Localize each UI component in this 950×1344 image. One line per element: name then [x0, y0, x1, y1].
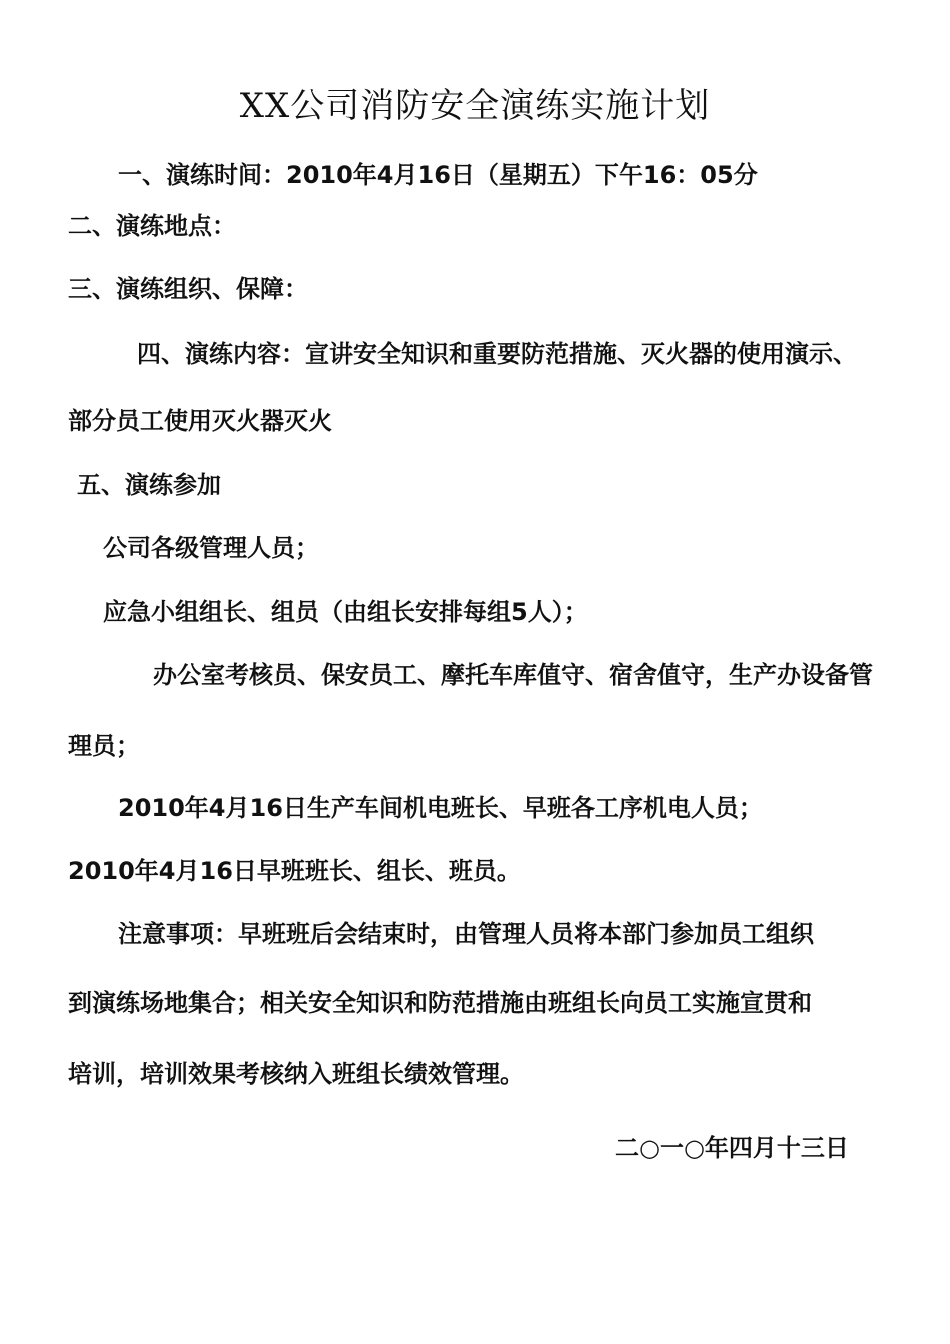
- drill-location: 二、演练地点：: [68, 212, 236, 240]
- participant-item: 2010年4月16日生产车间机电班长、早班各工序机电人员；: [118, 794, 763, 822]
- drill-content-line-1: 四、演练内容：宣讲安全知识和重要防范措施、灭火器的使用演示、: [137, 340, 857, 368]
- participant-item: 公司各级管理人员；: [103, 534, 319, 562]
- document-title: XX公司消防安全演练实施计划: [239, 86, 711, 126]
- notes-line-3: 培训，培训效果考核纳入班组长绩效管理。: [68, 1060, 524, 1088]
- drill-time: 一、演练时间：2010年4月16日（星期五）下午16：05分: [118, 161, 758, 189]
- participant-item: 办公室考核员、保安员工、摩托车库值守、宿舍值守，生产办设备管: [153, 661, 873, 689]
- participant-item: 应急小组组长、组员（由组长安排每组5人）；: [103, 598, 588, 626]
- drill-content-line-2: 部分员工使用灭火器灭火: [68, 407, 332, 435]
- document-date: 二○一○年四月十三日: [615, 1134, 849, 1162]
- drill-organization: 三、演练组织、保障：: [68, 275, 308, 303]
- participant-item-continued: 理员；: [68, 732, 140, 760]
- participant-item: 2010年4月16日早班班长、组长、班员。: [68, 857, 521, 885]
- notes-line-2: 到演练场地集合；相关安全知识和防范措施由班组长向员工实施宣贯和: [68, 989, 812, 1017]
- notes-line-1: 注意事项：早班班后会结束时，由管理人员将本部门参加员工组织: [118, 920, 814, 948]
- participants-heading: 五、演练参加: [77, 471, 221, 499]
